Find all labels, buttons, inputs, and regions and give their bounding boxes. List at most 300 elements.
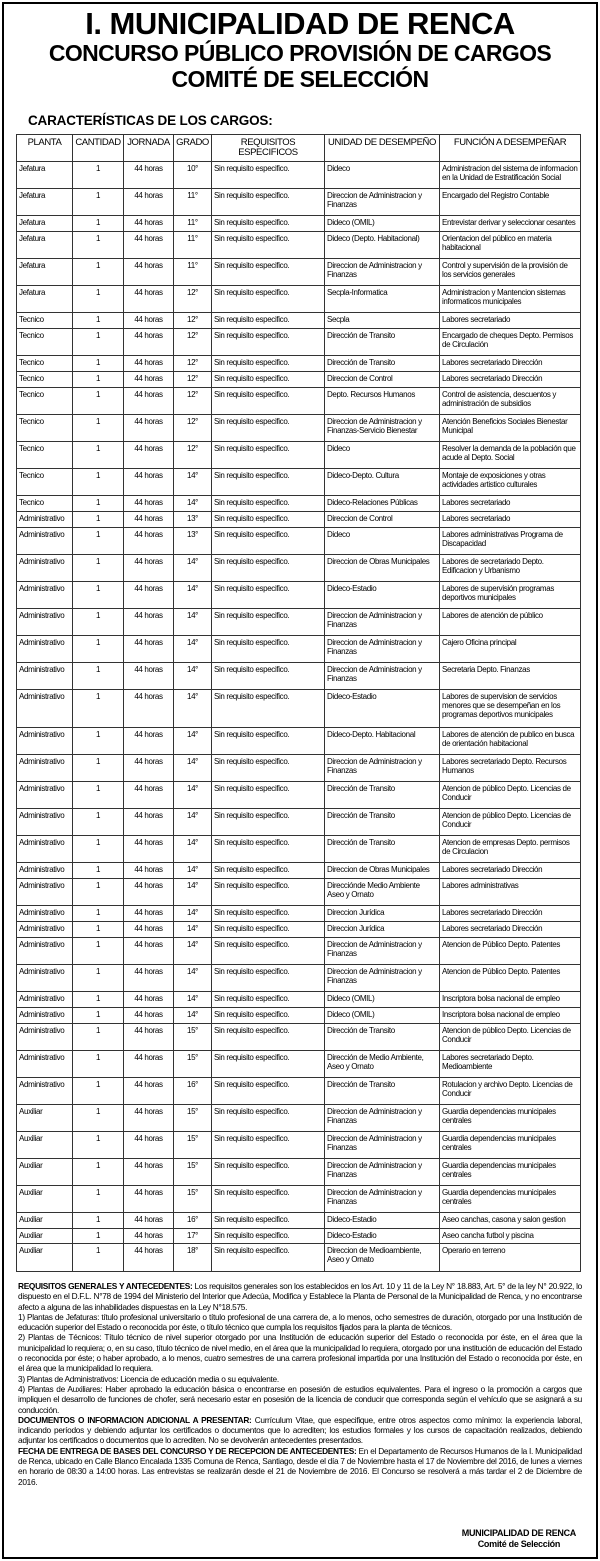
cell-grado: 14° bbox=[174, 727, 212, 754]
cell-planta: Tecnico bbox=[17, 414, 73, 441]
cell-grado: 14° bbox=[174, 781, 212, 808]
table-row bbox=[17, 414, 581, 441]
cell-planta: Tecnico bbox=[17, 441, 73, 468]
cell-requisitos: Sin requisito especifico. bbox=[212, 1023, 325, 1050]
table-row bbox=[17, 468, 581, 495]
cell-planta: Tecnico bbox=[17, 495, 73, 511]
column-header-unidad: UNIDAD DE DESEMPEÑO bbox=[325, 135, 440, 162]
cell-cantidad: 1 bbox=[73, 371, 124, 387]
cell-unidad: Dirección de Transito bbox=[325, 328, 440, 355]
cell-cantidad: 1 bbox=[73, 554, 124, 581]
cell-cantidad: 1 bbox=[73, 808, 124, 835]
cell-requisitos: Sin requisito especifico. bbox=[212, 495, 325, 511]
cell-planta: Administrativo bbox=[17, 905, 73, 921]
cell-unidad: Dideco bbox=[325, 162, 440, 189]
cell-planta: Administrativo bbox=[17, 511, 73, 527]
cell-requisitos: Sin requisito especifico. bbox=[212, 355, 325, 371]
cell-grado: 13° bbox=[174, 527, 212, 554]
cell-requisitos: Sin requisito especifico. bbox=[212, 1185, 325, 1212]
cell-grado: 14° bbox=[174, 991, 212, 1007]
cell-jornada: 44 horas bbox=[124, 355, 174, 371]
cell-planta: Tecnico bbox=[17, 355, 73, 371]
cell-jornada: 44 horas bbox=[124, 905, 174, 921]
cell-cantidad: 1 bbox=[73, 937, 124, 964]
cell-unidad: Direccion de Administracion y Finanzas bbox=[325, 1131, 440, 1158]
cell-jornada: 44 horas bbox=[124, 808, 174, 835]
cell-grado: 12° bbox=[174, 312, 212, 328]
cell-funcion: Encargado del Registro Contable bbox=[440, 189, 581, 216]
cell-grado: 12° bbox=[174, 285, 212, 312]
cell-grado: 15° bbox=[174, 1023, 212, 1050]
table-row bbox=[17, 608, 581, 635]
cell-unidad: Direccion de Administracion y Finanzas bbox=[325, 964, 440, 991]
cell-jornada: 44 horas bbox=[124, 1023, 174, 1050]
table-row bbox=[17, 441, 581, 468]
cell-unidad: Direccion de Control bbox=[325, 371, 440, 387]
cell-jornada: 44 horas bbox=[124, 216, 174, 232]
cell-unidad: Direccion de Administracion y Finanzas-Servicio Bienestar bbox=[325, 414, 440, 441]
cell-cantidad: 1 bbox=[73, 1185, 124, 1212]
cell-funcion: Control de asistencia, descuentos y administración de subsidios bbox=[440, 387, 581, 414]
table-row bbox=[17, 258, 581, 285]
cell-funcion: Rotulacion y archivo Depto. Licencias de Conducir bbox=[440, 1077, 581, 1104]
cell-grado: 11° bbox=[174, 258, 212, 285]
cell-cantidad: 1 bbox=[73, 689, 124, 727]
cell-grado: 14° bbox=[174, 495, 212, 511]
cell-planta: Auxiliar bbox=[17, 1104, 73, 1131]
cell-jornada: 44 horas bbox=[124, 1131, 174, 1158]
cell-funcion: Labores secretariado bbox=[440, 495, 581, 511]
cell-grado: 12° bbox=[174, 328, 212, 355]
footer-paragraph bbox=[18, 1415, 582, 1446]
table-header-row bbox=[17, 135, 581, 162]
cell-funcion: Labores administrativas Programa de Discapacidad bbox=[440, 527, 581, 554]
cell-cantidad: 1 bbox=[73, 1158, 124, 1185]
cell-jornada: 44 horas bbox=[124, 312, 174, 328]
cell-jornada: 44 horas bbox=[124, 1212, 174, 1228]
cell-jornada: 44 horas bbox=[124, 387, 174, 414]
cell-cantidad: 1 bbox=[73, 1131, 124, 1158]
page-title: I. MUNICIPALIDAD DE RENCA bbox=[85, 6, 515, 41]
cell-jornada: 44 horas bbox=[124, 921, 174, 937]
cell-unidad: Dideco (OMIL) bbox=[325, 991, 440, 1007]
cell-grado: 14° bbox=[174, 662, 212, 689]
cell-funcion: Atencion de público Depto. Licencias de Conducir bbox=[440, 1023, 581, 1050]
cell-requisitos: Sin requisito especifico. bbox=[212, 511, 325, 527]
cell-unidad: Direccion Jurídica bbox=[325, 921, 440, 937]
footer-paragraph bbox=[18, 1312, 582, 1333]
cell-unidad: Direccion de Medioambiente, Aseo y Ornato bbox=[325, 1244, 440, 1272]
cell-planta: Tecnico bbox=[17, 387, 73, 414]
cell-cantidad: 1 bbox=[73, 905, 124, 921]
table-row bbox=[17, 285, 581, 312]
cell-requisitos: Sin requisito especifico. bbox=[212, 1158, 325, 1185]
cell-planta: Administrativo bbox=[17, 937, 73, 964]
cell-grado: 14° bbox=[174, 964, 212, 991]
cell-unidad: Dirección de Transito bbox=[325, 808, 440, 835]
cell-planta: Administrativo bbox=[17, 662, 73, 689]
cell-requisitos: Sin requisito especifico. bbox=[212, 921, 325, 937]
cell-jornada: 44 horas bbox=[124, 258, 174, 285]
cell-funcion: Labores de atención de publico en busca de orientación habitacional bbox=[440, 727, 581, 754]
cell-funcion: Montaje de exposiciones y otras actividades artistico culturales bbox=[440, 468, 581, 495]
cell-jornada: 44 horas bbox=[124, 581, 174, 608]
cell-cantidad: 1 bbox=[73, 1104, 124, 1131]
cell-requisitos: Sin requisito especifico. bbox=[212, 1228, 325, 1244]
cell-cantidad: 1 bbox=[73, 835, 124, 862]
cell-funcion: Labores secretariado Dirección bbox=[440, 862, 581, 878]
table-row bbox=[17, 328, 581, 355]
cell-requisitos: Sin requisito especifico. bbox=[212, 608, 325, 635]
cell-cantidad: 1 bbox=[73, 216, 124, 232]
cell-requisitos: Sin requisito especifico. bbox=[212, 835, 325, 862]
cell-unidad: Direccion de Administracion y Finanzas bbox=[325, 189, 440, 216]
cell-jornada: 44 horas bbox=[124, 1050, 174, 1077]
cell-planta: Auxiliar bbox=[17, 1212, 73, 1228]
table-row bbox=[17, 511, 581, 527]
cell-planta: Administrativo bbox=[17, 635, 73, 662]
table-row bbox=[17, 781, 581, 808]
cell-planta: Administrativo bbox=[17, 1077, 73, 1104]
cell-planta: Administrativo bbox=[17, 781, 73, 808]
cell-requisitos: Sin requisito especifico. bbox=[212, 231, 325, 258]
cell-jornada: 44 horas bbox=[124, 1104, 174, 1131]
cell-cantidad: 1 bbox=[73, 921, 124, 937]
signature-org: MUNICIPALIDAD DE RENCA bbox=[461, 1528, 576, 1538]
cell-requisitos: Sin requisito especifico. bbox=[212, 468, 325, 495]
cell-planta: Administrativo bbox=[17, 1050, 73, 1077]
cell-requisitos: Sin requisito especifico. bbox=[212, 189, 325, 216]
cell-grado: 18° bbox=[174, 1244, 212, 1272]
cell-funcion: Inscriptora bolsa nacional de empleo bbox=[440, 1007, 581, 1023]
cell-planta: Jefatura bbox=[17, 285, 73, 312]
table-row bbox=[17, 231, 581, 258]
table-row bbox=[17, 1158, 581, 1185]
table-row bbox=[17, 1007, 581, 1023]
cell-funcion: Aseo canchas, casona y salon gestion bbox=[440, 1212, 581, 1228]
cell-cantidad: 1 bbox=[73, 468, 124, 495]
cell-requisitos: Sin requisito especifico. bbox=[212, 964, 325, 991]
cell-funcion: Atencion de público Depto. Licencias de Conducir bbox=[440, 808, 581, 835]
cell-jornada: 44 horas bbox=[124, 937, 174, 964]
cell-jornada: 44 horas bbox=[124, 468, 174, 495]
table-row bbox=[17, 1244, 581, 1272]
cell-funcion: Labores administrativas bbox=[440, 878, 581, 905]
cell-cantidad: 1 bbox=[73, 1050, 124, 1077]
cell-unidad: Dideco-Depto. Cultura bbox=[325, 468, 440, 495]
cell-funcion: Atencion de Público Depto. Patentes bbox=[440, 937, 581, 964]
cell-funcion: Guardia dependencias municipales centrales bbox=[440, 1185, 581, 1212]
cell-unidad: Direccion de Control bbox=[325, 511, 440, 527]
cell-funcion: Labores secretariado bbox=[440, 312, 581, 328]
table-row bbox=[17, 754, 581, 781]
table-row bbox=[17, 162, 581, 189]
table-row bbox=[17, 862, 581, 878]
cell-grado: 15° bbox=[174, 1158, 212, 1185]
table-row bbox=[17, 905, 581, 921]
page-subtitle: CONCURSO PÚBLICO PROVISIÓN DE CARGOS bbox=[48, 40, 552, 66]
cell-cantidad: 1 bbox=[73, 581, 124, 608]
cell-cantidad: 1 bbox=[73, 1077, 124, 1104]
cell-grado: 12° bbox=[174, 414, 212, 441]
column-header-grado: GRADO bbox=[174, 135, 212, 162]
cell-planta: Administrativo bbox=[17, 808, 73, 835]
footer-paragraph bbox=[18, 1446, 582, 1487]
cell-unidad: Dideco-Estadio bbox=[325, 1228, 440, 1244]
cell-unidad: Dideco-Estadio bbox=[325, 581, 440, 608]
paragraph-text: 1) Plantas de Jefaturas: título profesional universitario o título profesional de una carrera de, a lo menos, ocho semestres de duración, otorgado por una Institución de educación superior del Estado o reconocida por éste, o título técnico que cumpla los requisitos fijados para la planta de técnicos. bbox=[18, 1311, 582, 1333]
cell-planta: Auxiliar bbox=[17, 1131, 73, 1158]
cell-jornada: 44 horas bbox=[124, 1185, 174, 1212]
cell-unidad: Dirección de Transito bbox=[325, 1077, 440, 1104]
cell-grado: 16° bbox=[174, 1077, 212, 1104]
cell-funcion: Secretaria Depto. Finanzas bbox=[440, 662, 581, 689]
cell-requisitos: Sin requisito especifico. bbox=[212, 635, 325, 662]
cell-funcion: Inscriptora bolsa nacional de empleo bbox=[440, 991, 581, 1007]
cell-unidad: Direccion de Obras Municipales bbox=[325, 862, 440, 878]
cell-jornada: 44 horas bbox=[124, 878, 174, 905]
cell-jornada: 44 horas bbox=[124, 727, 174, 754]
section-title: CARACTERÍSTICAS DE LOS CARGOS: bbox=[28, 113, 273, 128]
cell-jornada: 44 horas bbox=[124, 441, 174, 468]
cell-cantidad: 1 bbox=[73, 781, 124, 808]
cell-requisitos: Sin requisito especifico. bbox=[212, 1131, 325, 1158]
cell-jornada: 44 horas bbox=[124, 862, 174, 878]
cell-funcion: Labores secretariado Dirección bbox=[440, 371, 581, 387]
cell-funcion: Atención Beneficios Sociales Bienestar Municipal bbox=[440, 414, 581, 441]
cell-cantidad: 1 bbox=[73, 1007, 124, 1023]
cell-unidad: Dideco-Relaciones Públicas bbox=[325, 495, 440, 511]
cell-unidad: Secpla-Informatica bbox=[325, 285, 440, 312]
table-row bbox=[17, 1185, 581, 1212]
cell-jornada: 44 horas bbox=[124, 162, 174, 189]
cell-requisitos: Sin requisito especifico. bbox=[212, 905, 325, 921]
cell-jornada: 44 horas bbox=[124, 991, 174, 1007]
cell-grado: 14° bbox=[174, 635, 212, 662]
cell-jornada: 44 horas bbox=[124, 1244, 174, 1272]
cell-funcion: Labores secretariado bbox=[440, 511, 581, 527]
table-row bbox=[17, 581, 581, 608]
cell-unidad: Dideco bbox=[325, 527, 440, 554]
cell-funcion: Entrevistar derivar y seleccionar cesantes bbox=[440, 216, 581, 232]
cell-planta: Auxiliar bbox=[17, 1158, 73, 1185]
cell-unidad: Secpla bbox=[325, 312, 440, 328]
cell-grado: 10° bbox=[174, 162, 212, 189]
cell-cantidad: 1 bbox=[73, 991, 124, 1007]
cell-grado: 14° bbox=[174, 937, 212, 964]
cell-cantidad: 1 bbox=[73, 754, 124, 781]
cell-grado: 14° bbox=[174, 689, 212, 727]
table-row bbox=[17, 964, 581, 991]
cell-funcion: Labores secretariado Dirección bbox=[440, 921, 581, 937]
cell-jornada: 44 horas bbox=[124, 328, 174, 355]
cell-grado: 14° bbox=[174, 808, 212, 835]
paragraph-text: Los requisitos generales son los establecidos en los Art. 10 y 11 de la Ley N° 18.883, Art. 5° de la ley N° 20.922, lo dispuesto en el D.F.L. N°78 de 1994 del Ministerio del Interior que Adecúa, Modifica y Establece la Planta de Personal de la Municipalidad de Renca, y no encontrarse afecto a alguna de las inhabilidades dispuestas en la Ley N°18.575. bbox=[18, 1281, 582, 1312]
cell-grado: 14° bbox=[174, 608, 212, 635]
cell-cantidad: 1 bbox=[73, 414, 124, 441]
cell-cantidad: 1 bbox=[73, 1228, 124, 1244]
cell-funcion: Guardia dependencias municipales centrales bbox=[440, 1131, 581, 1158]
cell-funcion: Labores de supervisión programas deportivos municipales bbox=[440, 581, 581, 608]
cell-requisitos: Sin requisito especifico. bbox=[212, 414, 325, 441]
cell-jornada: 44 horas bbox=[124, 964, 174, 991]
cell-grado: 13° bbox=[174, 511, 212, 527]
cell-unidad: Dideco bbox=[325, 441, 440, 468]
general-requirements bbox=[18, 1281, 582, 1487]
cell-funcion: Aseo cancha futbol y piscina bbox=[440, 1228, 581, 1244]
cell-unidad: Direcciónde Medio Ambiente Aseo y Ornato bbox=[325, 878, 440, 905]
cell-jornada: 44 horas bbox=[124, 754, 174, 781]
table-row bbox=[17, 1077, 581, 1104]
cell-jornada: 44 horas bbox=[124, 527, 174, 554]
table-row bbox=[17, 355, 581, 371]
cell-planta: Jefatura bbox=[17, 189, 73, 216]
cell-grado: 15° bbox=[174, 1131, 212, 1158]
paragraph-lead: DOCUMENTOS O INFORMACION ADICIONAL A PRESENTAR: bbox=[18, 1414, 252, 1425]
cell-planta: Administrativo bbox=[17, 964, 73, 991]
cell-jornada: 44 horas bbox=[124, 1007, 174, 1023]
cell-unidad: Direccion de Administracion y Finanzas bbox=[325, 1185, 440, 1212]
cell-planta: Administrativo bbox=[17, 527, 73, 554]
cell-requisitos: Sin requisito especifico. bbox=[212, 662, 325, 689]
cell-unidad: Direccion de Administracion y Finanzas bbox=[325, 1104, 440, 1131]
committee-heading: COMITÉ DE SELECCIÓN bbox=[171, 66, 429, 92]
table-row bbox=[17, 387, 581, 414]
cell-jornada: 44 horas bbox=[124, 231, 174, 258]
cell-grado: 14° bbox=[174, 835, 212, 862]
cell-requisitos: Sin requisito especifico. bbox=[212, 808, 325, 835]
cell-requisitos: Sin requisito especifico. bbox=[212, 754, 325, 781]
positions-table bbox=[16, 134, 581, 1272]
cell-grado: 12° bbox=[174, 441, 212, 468]
cell-planta: Auxiliar bbox=[17, 1228, 73, 1244]
cell-planta: Jefatura bbox=[17, 216, 73, 232]
cell-grado: 11° bbox=[174, 216, 212, 232]
cell-requisitos: Sin requisito especifico. bbox=[212, 441, 325, 468]
cell-grado: 14° bbox=[174, 921, 212, 937]
footer-paragraph bbox=[18, 1332, 582, 1373]
cell-jornada: 44 horas bbox=[124, 1158, 174, 1185]
cell-requisitos: Sin requisito especifico. bbox=[212, 991, 325, 1007]
table-row bbox=[17, 1131, 581, 1158]
cell-planta: Tecnico bbox=[17, 371, 73, 387]
cell-cantidad: 1 bbox=[73, 635, 124, 662]
cell-unidad: Direccion de Administracion y Finanzas bbox=[325, 754, 440, 781]
cell-grado: 14° bbox=[174, 878, 212, 905]
cell-requisitos: Sin requisito especifico. bbox=[212, 371, 325, 387]
cell-grado: 12° bbox=[174, 355, 212, 371]
cell-cantidad: 1 bbox=[73, 608, 124, 635]
cell-unidad: Dideco (OMIL) bbox=[325, 216, 440, 232]
cell-grado: 14° bbox=[174, 554, 212, 581]
cell-unidad: Dirección de Medio Ambiente, Aseo y Ornato bbox=[325, 1050, 440, 1077]
cell-requisitos: Sin requisito especifico. bbox=[212, 162, 325, 189]
table-row bbox=[17, 1212, 581, 1228]
cell-planta: Tecnico bbox=[17, 312, 73, 328]
cell-unidad: Dideco-Depto. Habitacional bbox=[325, 727, 440, 754]
cell-funcion: Atencion de empresas Depto. permisos de Circulacion bbox=[440, 835, 581, 862]
cell-requisitos: Sin requisito especifico. bbox=[212, 285, 325, 312]
table-row bbox=[17, 1104, 581, 1131]
cell-cantidad: 1 bbox=[73, 312, 124, 328]
cell-cantidad: 1 bbox=[73, 231, 124, 258]
cell-unidad: Direccion de Administracion y Finanzas bbox=[325, 258, 440, 285]
cell-planta: Jefatura bbox=[17, 162, 73, 189]
table-row bbox=[17, 1228, 581, 1244]
cell-planta: Administrativo bbox=[17, 689, 73, 727]
cell-unidad: Dirección de Transito bbox=[325, 355, 440, 371]
paragraph-text: 4) Plantas de Auxiliares: Haber aprobado la educación básica o encontrarse en posesión de estudios equivalentes. Para el ingreso o la promoción a cargos que impliquen el desarrollo de funciones de chofer, será necesario estar en posesión de la licencia de conducir que corresponda según el vehículo que se asignará a su conducción. bbox=[18, 1383, 582, 1415]
cell-cantidad: 1 bbox=[73, 387, 124, 414]
cell-requisitos: Sin requisito especifico. bbox=[212, 258, 325, 285]
column-header-jornada: JORNADA bbox=[124, 135, 174, 162]
table-row bbox=[17, 495, 581, 511]
signature-unit: Comité de Selección bbox=[477, 1539, 561, 1549]
cell-jornada: 44 horas bbox=[124, 285, 174, 312]
cell-funcion: Labores de atención de público bbox=[440, 608, 581, 635]
cell-funcion: Resolver la demanda de la población que acude al Depto. Social bbox=[440, 441, 581, 468]
paragraph-text: Currículum Vitae, que especifique, entre otros aspectos como mínimo: la experiencia laboral, indicando períodos y debiendo adjuntar los certificados o documentos que lo acrediten; los estudios formales y los cursos de capacitación realizados, debiendo adjuntar los certificados o documentos que lo acrediten. No se devolverán antecedentes presentados. bbox=[18, 1414, 583, 1446]
cell-requisitos: Sin requisito especifico. bbox=[212, 1050, 325, 1077]
cell-requisitos: Sin requisito especifico. bbox=[212, 937, 325, 964]
cell-cantidad: 1 bbox=[73, 511, 124, 527]
cell-funcion: Labores secretariado Depto. Medioambiente bbox=[440, 1050, 581, 1077]
cell-requisitos: Sin requisito especifico. bbox=[212, 862, 325, 878]
cell-grado: 14° bbox=[174, 754, 212, 781]
cell-unidad: Depto. Recursos Humanos bbox=[325, 387, 440, 414]
cell-requisitos: Sin requisito especifico. bbox=[212, 727, 325, 754]
cell-grado: 15° bbox=[174, 1185, 212, 1212]
cell-planta: Administrativo bbox=[17, 835, 73, 862]
cell-cantidad: 1 bbox=[73, 355, 124, 371]
cell-grado: 12° bbox=[174, 387, 212, 414]
cell-grado: 14° bbox=[174, 862, 212, 878]
table-row bbox=[17, 878, 581, 905]
cell-grado: 11° bbox=[174, 189, 212, 216]
table-row bbox=[17, 808, 581, 835]
table-row bbox=[17, 635, 581, 662]
cell-planta: Administrativo bbox=[17, 554, 73, 581]
cell-funcion: Labores de supervision de servicios menores que se desempeñan en los programas deportivos municipales bbox=[440, 689, 581, 727]
cell-jornada: 44 horas bbox=[124, 781, 174, 808]
cell-funcion: Administracion del sistema de informacion en la Unidad de Estratificación Social bbox=[440, 162, 581, 189]
cell-funcion: Labores de secretariado Depto. Edificacion y Urbanismo bbox=[440, 554, 581, 581]
cell-unidad: Dideco-Estadio bbox=[325, 1212, 440, 1228]
cell-grado: 16° bbox=[174, 1212, 212, 1228]
column-header-requisitos: REQUISITOS ESPECIFICOS bbox=[212, 135, 325, 162]
column-header-funcion: FUNCIÓN A DESEMPEÑAR bbox=[440, 135, 581, 162]
cell-planta: Jefatura bbox=[17, 231, 73, 258]
cell-jornada: 44 horas bbox=[124, 689, 174, 727]
cell-planta: Auxiliar bbox=[17, 1244, 73, 1272]
table-row bbox=[17, 835, 581, 862]
cell-jornada: 44 horas bbox=[124, 511, 174, 527]
cell-grado: 17° bbox=[174, 1228, 212, 1244]
cell-unidad: Dirección de Transito bbox=[325, 781, 440, 808]
cell-planta: Administrativo bbox=[17, 608, 73, 635]
table-row bbox=[17, 312, 581, 328]
cell-cantidad: 1 bbox=[73, 258, 124, 285]
cell-cantidad: 1 bbox=[73, 964, 124, 991]
cell-requisitos: Sin requisito especifico. bbox=[212, 527, 325, 554]
cell-jornada: 44 horas bbox=[124, 371, 174, 387]
cell-funcion: Guardia dependencias municipales centrales bbox=[440, 1104, 581, 1131]
cell-funcion: Guardia dependencias municipales centrales bbox=[440, 1158, 581, 1185]
cell-jornada: 44 horas bbox=[124, 1228, 174, 1244]
cell-planta: Tecnico bbox=[17, 328, 73, 355]
table-row bbox=[17, 662, 581, 689]
cell-requisitos: Sin requisito especifico. bbox=[212, 328, 325, 355]
